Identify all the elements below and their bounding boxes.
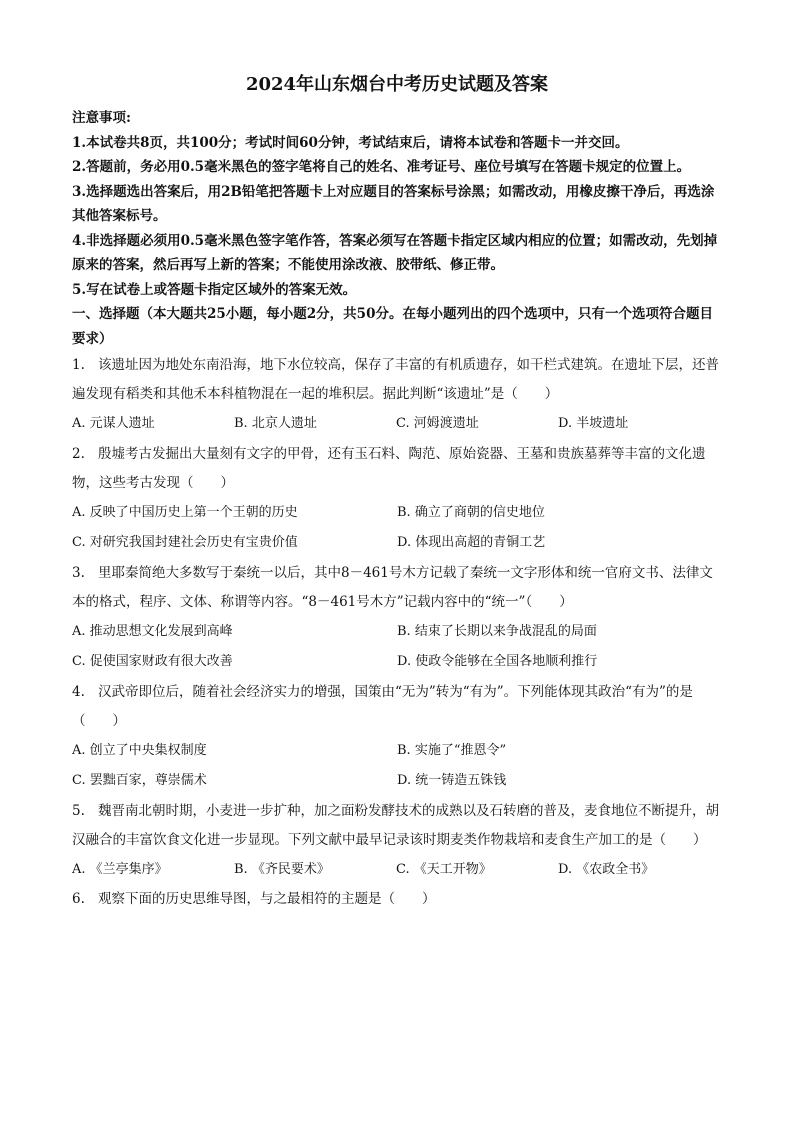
question-number: 1. — [72, 357, 85, 373]
option-c: C. 罢黜百家，尊崇儒术 — [72, 773, 207, 788]
question-6 — [72, 885, 722, 914]
notice-item: 5.写在试卷上或答题卡指定区域外的答案无效。 — [72, 281, 357, 298]
option-c: C. 河姆渡遗址 — [396, 416, 479, 431]
question-text: 魏晋南北朝时期，小麦进一步扩种，加之面粉发酵技术的成熟以及石转磨的普及，麦食地位不断提升，胡汉融合的丰富饮食文化进一步显现。下列文献中最早记录该时期麦类作物栽培和麦食生产加工的是（ ） — [72, 802, 719, 848]
question-number: 5. — [72, 802, 85, 819]
question-number: 6. — [72, 891, 85, 907]
option-b: B. 确立了商朝的信史地位 — [397, 504, 545, 520]
option-d: D. 统一铸造五铢钱 — [397, 773, 507, 788]
option-b: B. 《齐民要术》 — [234, 861, 330, 877]
exam-page — [72, 70, 722, 914]
option-a: A. 反映了中国历史上第一个王朝的历史 — [72, 504, 298, 520]
question-number: 2. — [72, 445, 85, 462]
options — [72, 855, 722, 886]
option-b: B. 实施了“推恩令” — [397, 742, 507, 758]
question-5 — [72, 797, 722, 886]
question-1 — [72, 351, 722, 440]
option-d: D. 《农政全书》 — [558, 861, 655, 877]
options — [72, 498, 722, 559]
option-d: D. 体现出高超的青铜工艺 — [397, 535, 546, 550]
notice-item: 3.选择题选出答案后，用2B铅笔把答题卡上对应题目的答案标号涂黑；如需改动，用橡皮擦干净后，再选涂其他答案标号。 — [72, 183, 715, 224]
notice-block — [72, 106, 722, 302]
notice-item: 2.答题前，务必用0.5毫米黑色的签字笔将自己的姓名、准考证号、座位号填写在答题卡规定的位置上。 — [72, 159, 691, 175]
option-c: C. 促使国家财政有很大改善 — [72, 654, 233, 669]
option-c: C. 对研究我国封建社会历史有宝贵价值 — [72, 535, 298, 550]
question-4 — [72, 678, 722, 797]
option-d: D. 半坡遗址 — [558, 416, 629, 431]
option-a: A. 推动思想文化发展到高峰 — [72, 623, 233, 639]
notice-item: 4.非选择题必须用0.5毫米黑色签字笔作答，答案必须写在答题卡指定区域内相应的位置；如需改动，先划掉原来的答案，然后再写上新的答案；不能使用涂改液、胶带纸、修正带。 — [72, 232, 718, 273]
question-text: 殷墟考古发掘出大量刻有文字的甲骨，还有玉石料、陶范、原始瓷器、王墓和贵族墓葬等丰富的文化遗物，这些考古发现（ ） — [72, 445, 706, 491]
question-number: 4. — [72, 683, 85, 700]
options — [72, 617, 722, 678]
option-d: D. 使政令能够在全国各地顺利推行 — [397, 654, 598, 669]
question-text: 里耶秦简绝大多数写于秦统一以后，其中8－461号木方记载了秦统一文字形体和统一官府文书、法律文本的格式，程序、文体、称谓等内容。“8－461号木方”记载内容中的“统一”（ ） — [72, 564, 713, 610]
question-text: 观察下面的历史思维导图，与之最相符的主题是（ ） — [98, 891, 436, 907]
options — [72, 409, 722, 440]
option-a: A. 《兰亭集序》 — [72, 861, 168, 877]
option-b: B. 结束了长期以来争战混乱的局面 — [397, 623, 597, 639]
question-2 — [72, 440, 722, 559]
question-number: 3. — [72, 564, 85, 581]
option-a: A. 元谋人遗址 — [72, 416, 155, 431]
section-heading: 一、选择题（本大题共25小题，每小题2分，共50分。在每小题列出的四个选项中，只有一个选项符合题目要求） — [72, 306, 713, 347]
option-c: C. 《天工开物》 — [396, 861, 492, 877]
notice-item: 1.本试卷共8页，共100分；考试时间60分钟，考试结束后，请将本试卷和答题卡一并交回。 — [72, 134, 629, 151]
page-title: 2024年山东烟台中考历史试题及答案 — [245, 74, 549, 95]
option-a: A. 创立了中央集权制度 — [72, 742, 207, 758]
question-text: 该遗址因为地处东南沿海，地下水位较高，保存了丰富的有机质遗存，如干栏式建筑。在遗址下层，还普遍发现有稻类和其他禾本科植物混在一起的堆积层。据此判断“该遗址”是（ ） — [72, 357, 719, 402]
option-b: B. 北京人遗址 — [234, 416, 317, 431]
notice-heading: 注意事项: — [72, 110, 131, 126]
options — [72, 736, 722, 797]
question-text: 汉武帝即位后，随着社会经济实力的增强，国策由“无为”转为“有为”。下列能体现其政治“有为”的是（ ） — [72, 683, 693, 729]
question-3 — [72, 559, 722, 678]
